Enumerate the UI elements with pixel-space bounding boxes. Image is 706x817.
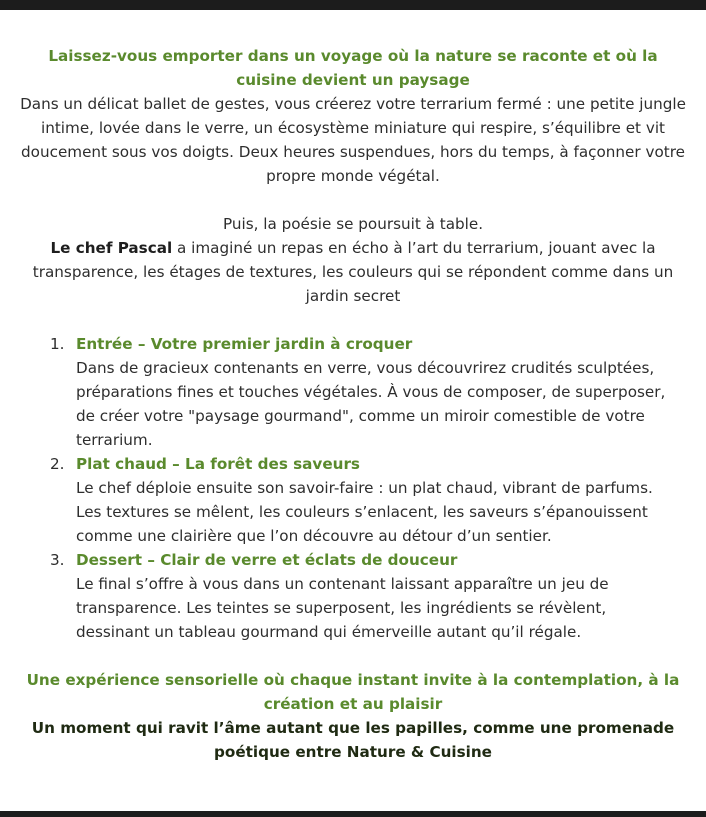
menu-item-number: 3. <box>50 551 65 569</box>
closing-line-1: Une expérience sensorielle où chaque instant invite à la contemplation, à la création et au plaisir <box>26 671 680 713</box>
menu-item-title: Plat chaud – La forêt des saveurs <box>76 455 360 473</box>
intro-headline: Laissez-vous emporter dans un voyage où la nature se raconte et où la cuisine devient un paysage <box>48 47 658 89</box>
menu-item-body <box>76 548 670 644</box>
intro-paragraph: Dans un délicat ballet de gestes, vous créerez votre terrarium fermé : une petite jungle intime, lovée dans le verre, un écosystème miniature qui respire, s’équilibre et vit doucement sous vos doigts. Deux heures suspendues, hors du temps, à façonner votre propre monde végétal. <box>20 95 686 185</box>
menu-item-body <box>76 332 670 452</box>
menu-item-title: Entrée – Votre premier jardin à croquer <box>76 335 413 353</box>
spacer <box>20 644 686 668</box>
chef-name: Le chef Pascal <box>50 239 173 257</box>
top-border <box>0 0 706 10</box>
closing-line-2: Un moment qui ravit l’âme autant que les papilles, comme une promenade poétique entre Nature & Cuisine <box>31 719 675 761</box>
menu-item-entree <box>50 332 670 452</box>
menu-item-body <box>76 452 670 548</box>
spacer <box>20 188 686 212</box>
menu-item-plat <box>50 452 670 548</box>
document-body <box>20 44 686 764</box>
chef-description: a imaginé un repas en écho à l’art du terrarium, jouant avec la transparence, les étages de textures, les couleurs qui se répondent comme dans un jardin secret <box>32 239 674 305</box>
menu-item-number: 2. <box>50 455 65 473</box>
menu-item-text: Le final s’offre à vous dans un contenant laissant apparaître un jeu de transparence. Les teintes se superposent, les ingrédients se révèlent, dessinant un tableau gourmand qui émerveille autant qu’il régale. <box>76 575 609 641</box>
chef-paragraph <box>20 236 686 308</box>
menu-list <box>50 332 670 644</box>
menu-item-text: Dans de gracieux contenants en verre, vous découvrirez crudités sculptées, préparations fines et touches végétales. À vous de composer, de superposer, de créer votre "paysage gourmand", comme un miroir comestible de votre terrarium. <box>76 359 666 449</box>
table-intro-line: Puis, la poésie se poursuit à table. <box>222 215 484 233</box>
menu-item-number: 1. <box>50 335 65 353</box>
spacer <box>20 308 686 332</box>
menu-item-dessert <box>50 548 670 644</box>
bottom-border <box>0 811 706 817</box>
menu-item-title: Dessert – Clair de verre et éclats de douceur <box>76 551 458 569</box>
menu-item-text: Le chef déploie ensuite son savoir-faire : un plat chaud, vibrant de parfums. Les textures se mêlent, les couleurs s’enlacent, les saveurs s’épanouissent comme une clairière que l’on découvre au détour d’un sentier. <box>76 479 653 545</box>
